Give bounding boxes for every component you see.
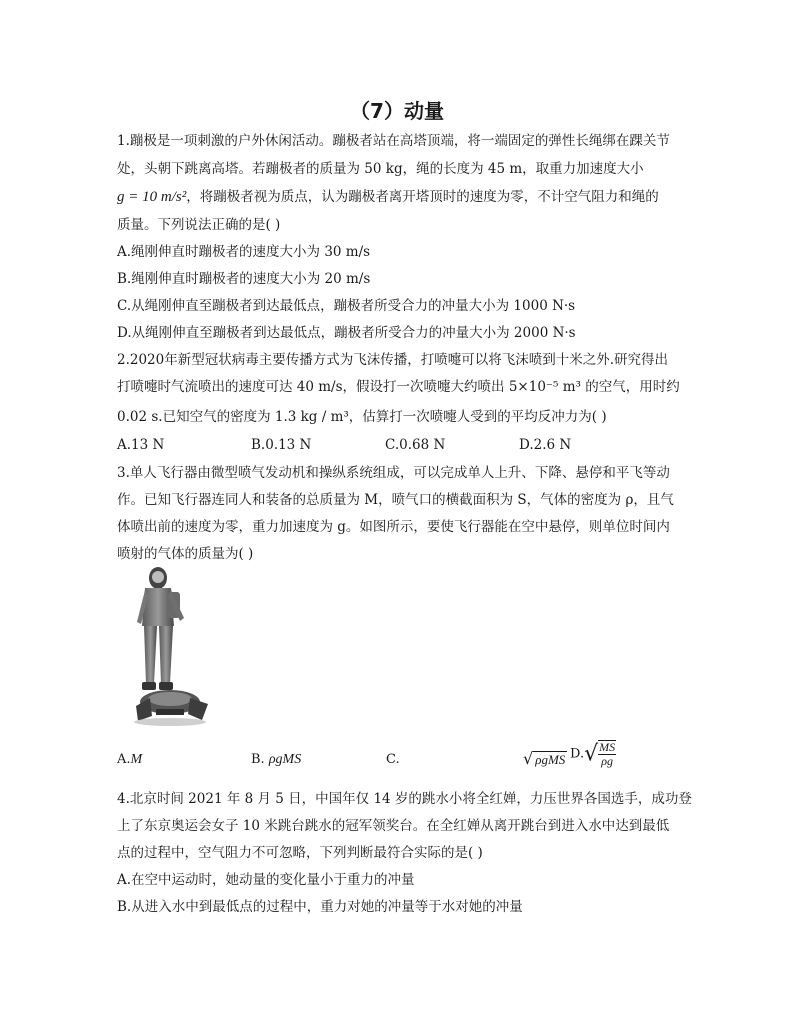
q3-line-1: 3.单人飞行器由微型喷气发动机和操纵系统组成，可以完成单人上升、下降、悬停和平飞等动 [117, 465, 670, 481]
q3-option-a [117, 752, 142, 768]
q4-option-b: B.从进入水中到最低点的过程中，重力对她的冲量等于水对她的冲量 [117, 899, 523, 915]
q3-option-c [523, 749, 567, 768]
q2-option-a: A.13 N [117, 437, 165, 453]
q1-line-1: 1.蹦极是一项刺激的户外休闲活动。蹦极者站在高塔顶端，将一端固定的弹性长绳绑在踝关节 [117, 133, 670, 149]
q3-option-a-label: A. [117, 752, 131, 767]
q1-gravity-formula: g = 10 m/s² [117, 189, 187, 205]
q2-option-b: B.0.13 N [251, 437, 312, 453]
q3-line-3: 体喷出前的速度为零，重力加速度为 g。如图所示，要使飞行器能在空中悬停，则单位时间内 [117, 519, 670, 535]
q1-option-d: D.从绳刚伸直至蹦极者到达最低点，蹦极者所受合力的冲量大小为 2000 N·s [117, 325, 576, 341]
q4-option-a: A.在空中运动时，她动量的变化量小于重力的冲量 [117, 872, 415, 888]
q3-line-2: 作。已知飞行器连同人和装备的总质量为 M，喷气口的横截面积为 S，气体的密度为 ρ，且气 [117, 492, 674, 508]
q3-option-d-denominator: ρg [601, 754, 613, 768]
q3-option-d-fraction [598, 740, 616, 768]
q1-option-b: B.绳刚伸直时蹦极者的速度大小为 20 m/s [117, 271, 371, 287]
q3-option-d-numerator: MS [599, 740, 616, 754]
q1-line-3-text: ，将蹦极者视为质点，认为蹦极者离开塔顶时的速度为零，不计空气阻力和绳的 [186, 189, 659, 205]
q3-option-b-value: ρgMS [268, 752, 302, 767]
q3-option-c-label: C. [386, 752, 400, 767]
q4-line-3: 点的过程中，空气阻力不可忽略，下列判断最符合实际的是( ) [117, 845, 483, 861]
q4-line-1: 4.北京时间 2021 年 8 月 5 日，中国年仅 14 岁的跳水小将全红婵，力压世界各国选手，成功登 [117, 791, 692, 807]
q3-option-d [570, 740, 616, 768]
q3-option-b-label: B. [251, 752, 265, 767]
q2-line-1: 2.2020年新型冠状病毒主要传播方式为飞沫传播，打喷嚏可以将飞沫喷到十米之外.研究得出 [117, 352, 669, 368]
q1-line-2: 处，头朝下跳离高塔。若蹦极者的质量为 50 kg，绳的长度为 45 m，取重力加速度大小 [117, 161, 644, 177]
q3-option-b [251, 752, 301, 768]
q2-line-2: 打喷嚏时气流喷出的速度可达 40 m/s，假设打一次喷嚏大约喷出 5×10⁻⁵ m³ 的空气，用时约 [117, 379, 680, 395]
q4-line-2: 上了东京奥运会女子 10 米跳台跳水的冠军领奖台。在全红婵从离开跳台到进入水中达到最低 [117, 818, 670, 834]
jetpack-person-icon [128, 566, 214, 728]
sqrt-sign-icon: √ [523, 749, 534, 768]
q3-line-4: 喷射的气体的质量为( ) [117, 546, 254, 562]
q2-option-d: D.2.6 N [519, 437, 572, 453]
q3-option-c-value: ρgMS [535, 752, 566, 767]
q3-option-d-label: D. [570, 746, 585, 762]
q1-option-a: A.绳刚伸直时蹦极者的速度大小为 30 m/s [117, 244, 371, 260]
q3-option-c-label-wrap [386, 752, 400, 767]
q2-option-c: C.0.68 N [385, 437, 446, 453]
q1-option-c: C.从绳刚伸直至蹦极者到达最低点，蹦极者所受合力的冲量大小为 1000 N·s [117, 298, 576, 314]
jetpack-person-figure [128, 566, 214, 728]
page-title: （7）动量 [350, 99, 444, 123]
q3-option-a-value: M [130, 752, 143, 767]
q2-line-3: 0.02 s.已知空气的密度为 1.3 kg / m³，估算打一次喷嚏人受到的平均反冲力为( ) [117, 409, 607, 425]
q1-line-3 [117, 188, 659, 206]
q1-line-4: 质量。下列说法正确的是( ) [117, 217, 281, 233]
sqrt-sign-icon: √ [584, 741, 599, 767]
